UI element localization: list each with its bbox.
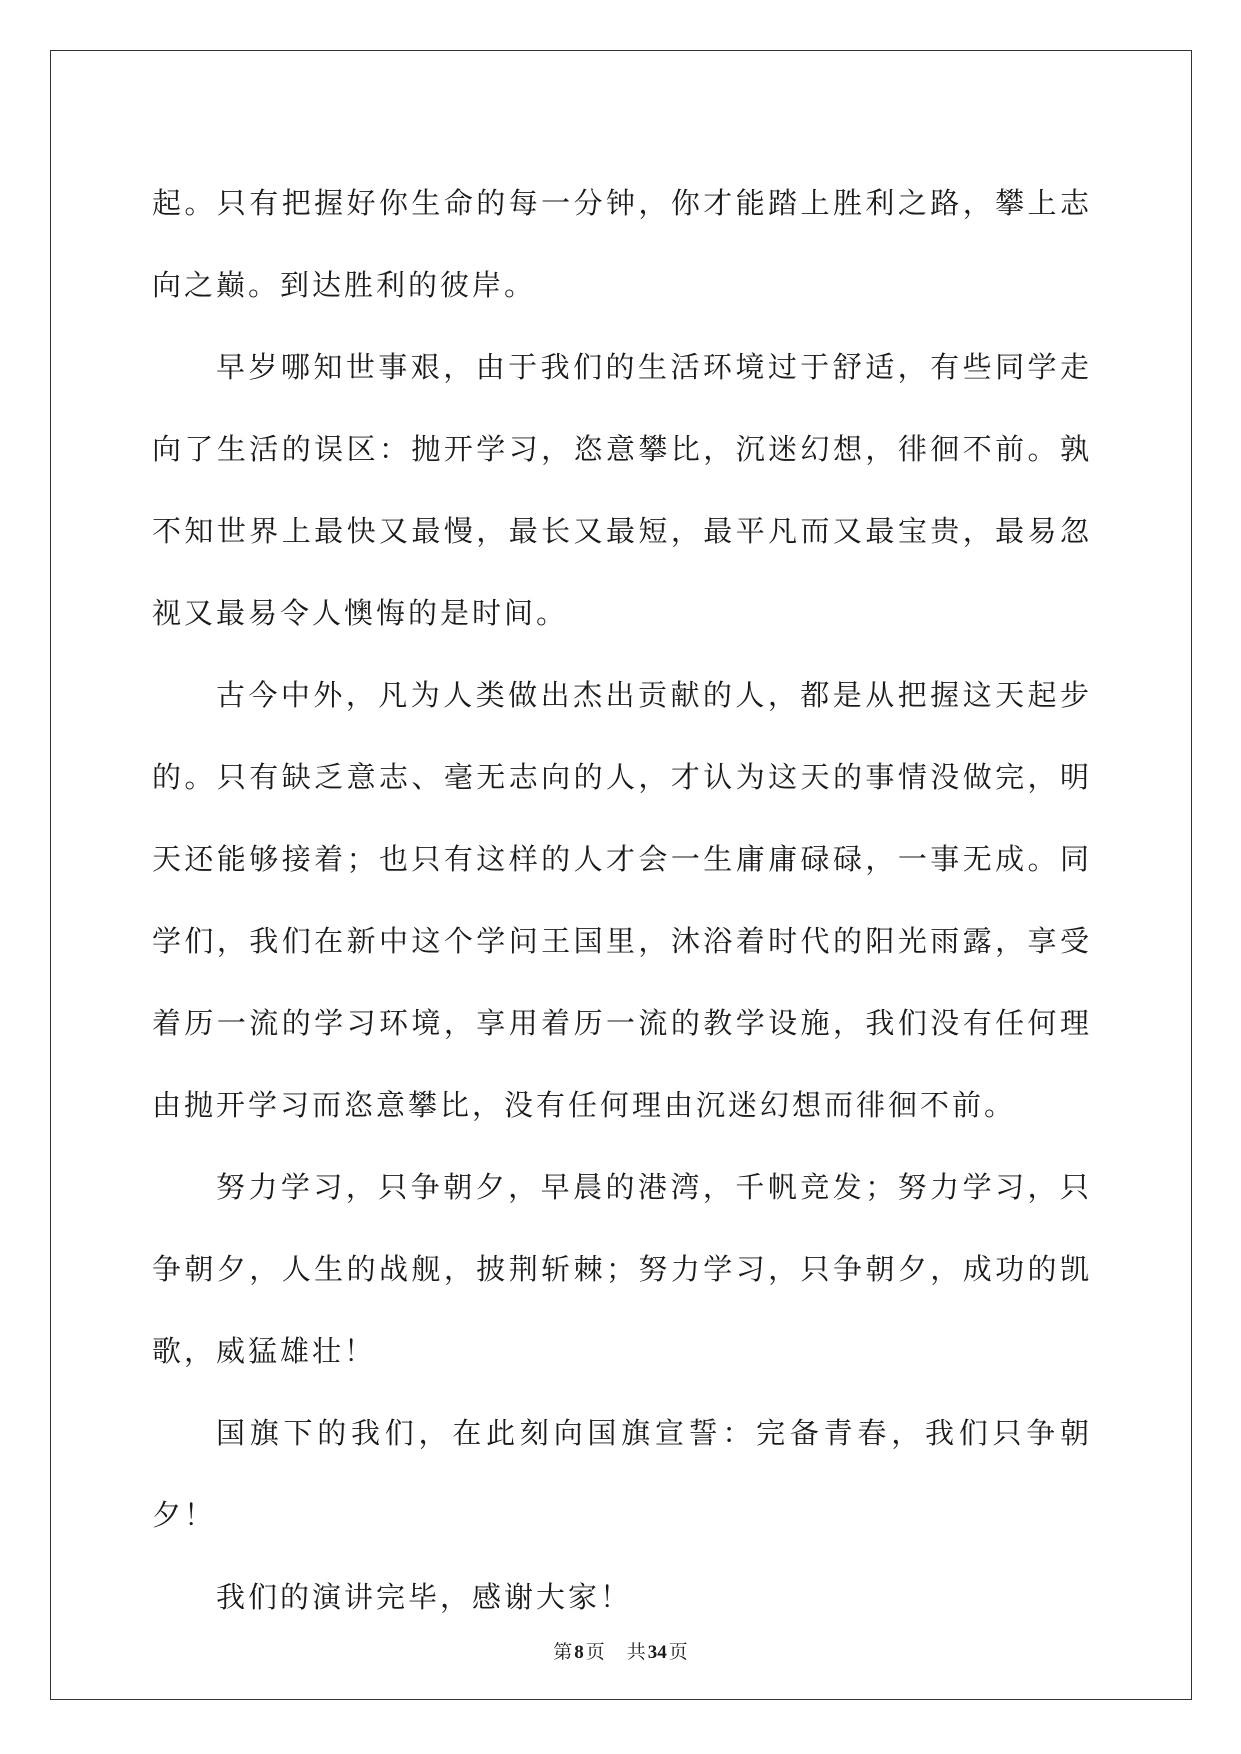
- page-number: 8: [574, 1642, 584, 1663]
- paragraph-2: 早岁哪知世事艰，由于我们的生活环境过于舒适，有些同学走向了生活的误区：抛开学习，恣意攀比，沉迷幻想，徘徊不前。孰不知世界上最快又最慢，最长又最短，最平凡而又最宝贵，最易忽视又最易令人懊悔的是时间。: [152, 350, 1092, 630]
- paragraph-5: 国旗下的我们，在此刻向国旗宣誓：完备青春，我们只争朝夕！: [152, 1416, 1092, 1532]
- page-footer: [0, 1637, 1241, 1664]
- paragraph-3: 古今中外，凡为人类做出杰出贡献的人，都是从把握这天起步的。只有缺乏意志、毫无志向的人，才认为这天的事情没做完，明天还能够接着；也只有这样的人才会一生庸庸碌碌，一事无成。同学们，我们在新中这个学问王国里，沐浴着时代的阳光雨露，享受着历一流的学习环境，享用着历一流的教学设施，我们没有任何理由抛开学习而恣意攀比，没有任何理由沉迷幻想而徘徊不前。: [152, 678, 1092, 1122]
- total-suffix: 页: [668, 1642, 688, 1663]
- page-prefix: 第: [553, 1642, 573, 1663]
- page-suffix: 页: [585, 1642, 605, 1663]
- paragraph-6: 我们的演讲完毕，感谢大家！: [216, 1580, 633, 1614]
- document-body: [152, 162, 1092, 1638]
- total-pages: 34: [647, 1642, 667, 1663]
- paragraph-4: 努力学习，只争朝夕，早晨的港湾，千帆竞发；努力学习，只争朝夕，人生的战舰，披荆斩棘；努力学习，只争朝夕，成功的凯歌，威猛雄壮！: [152, 1170, 1092, 1368]
- paragraph-1: 起。只有把握好你生命的每一分钟，你才能踏上胜利之路，攀上志向之巅。到达胜利的彼岸。: [152, 186, 1092, 302]
- total-prefix: 共: [626, 1642, 646, 1663]
